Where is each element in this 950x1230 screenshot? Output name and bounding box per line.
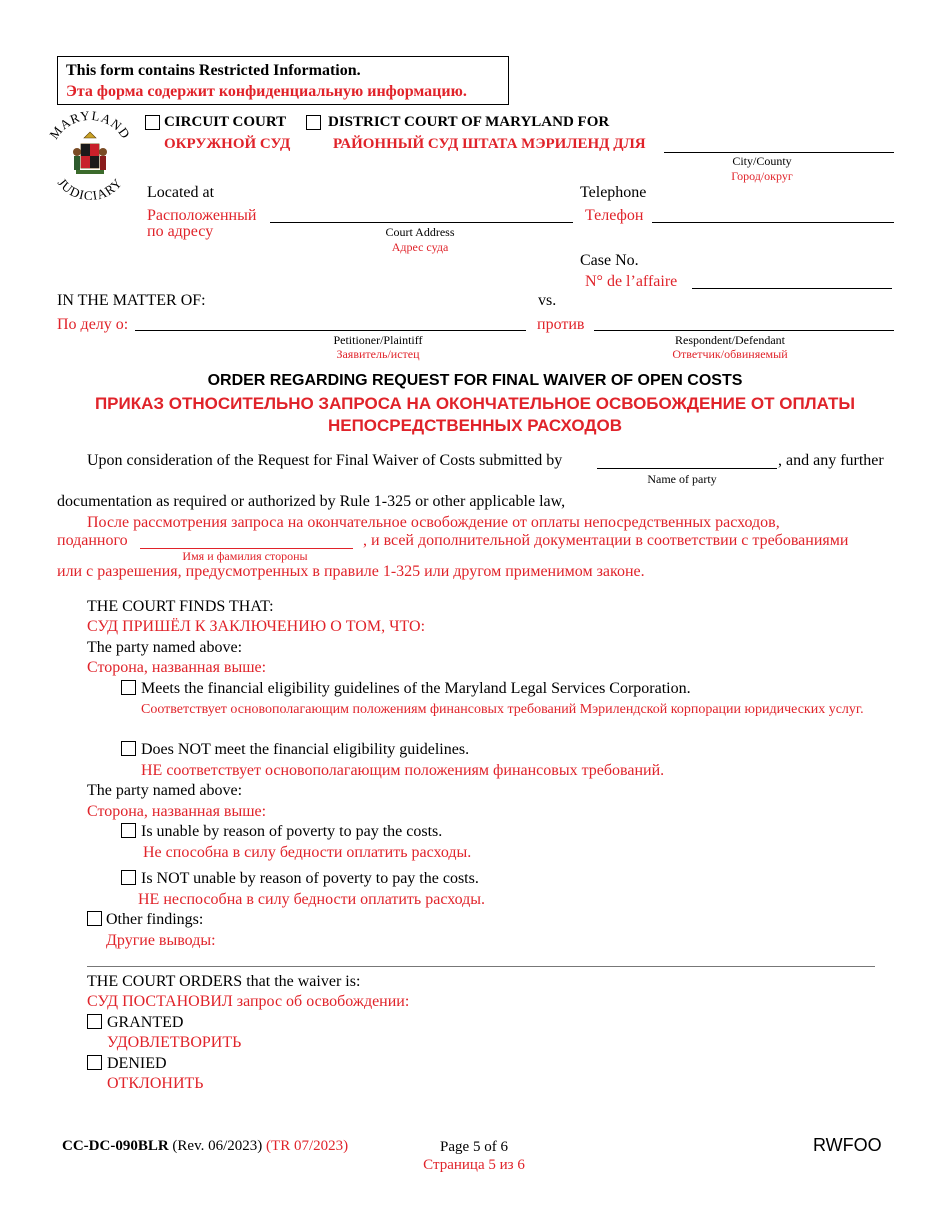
orders-heading-ru: СУД ПОСТАНОВИЛ запрос об освобождении: <box>87 993 410 1010</box>
party-name-input[interactable] <box>597 468 777 469</box>
circuit-court-label: CIRCUIT COURT <box>164 114 287 130</box>
form-revision: (Rev. 06/2023) <box>172 1138 263 1154</box>
form-id: CC-DC-090BLR <box>62 1138 169 1154</box>
unable-poverty-checkbox[interactable] <box>121 823 136 838</box>
intro-ru-line-3: или с разрешения, предусмотренных в правиле 1-325 или другом применимом законе. <box>57 563 645 580</box>
intro-line-1: Upon consideration of the Request for Final Waiver of Costs submitted by <box>87 452 563 469</box>
page-number: Page 5 of 6 <box>440 1139 508 1155</box>
form-code: RWFOO <box>813 1135 882 1155</box>
seal-top-text: MARYLAND <box>46 108 134 142</box>
unable-poverty-label-ru: Не способна в силу бедности оплатить расходы. <box>143 844 472 861</box>
other-findings-label: Other findings: <box>106 911 204 928</box>
granted-label: GRANTED <box>107 1014 184 1031</box>
located-at-label-ru: Расположенный <box>147 207 257 224</box>
page-title: ORDER REGARDING REQUEST FOR FINAL WAIVER OF OPEN COSTS <box>207 372 743 389</box>
denied-label: DENIED <box>107 1055 167 1072</box>
other-findings-checkbox[interactable] <box>87 911 102 926</box>
other-findings-label-ru: Другие выводы: <box>106 932 216 949</box>
case-no-label-ru: N° de l’affaire <box>585 273 678 290</box>
vs-label-ru: против <box>537 316 585 333</box>
case-no-input[interactable] <box>692 288 892 289</box>
court-address-caption-ru: Адрес суда <box>391 240 449 254</box>
telephone-label-ru: Телефон <box>585 207 644 224</box>
meets-guidelines-checkbox[interactable] <box>121 680 136 695</box>
form-id-line <box>62 1138 348 1155</box>
not-meet-guidelines-label: Does NOT meet the financial eligibility guidelines. <box>141 741 470 758</box>
party-named-above-2: The party named above: <box>87 782 243 799</box>
petitioner-caption-ru: Заявитель/истец <box>336 347 420 361</box>
city-county-caption: City/County <box>732 154 792 168</box>
meets-guidelines-label-ru: Соответствует основополагающим положениям финансовых требований Мэрилендской корпорации юридических услуг. <box>141 702 864 717</box>
petitioner-input[interactable] <box>135 330 526 331</box>
city-county-caption-ru: Город/округ <box>731 169 793 183</box>
vs-label: vs. <box>538 292 557 309</box>
intro-ru-line-2-end: , и всей дополнительной документации в соответствии с требованиями <box>363 532 849 549</box>
restricted-notice-ru: Эта форма содержит конфиденциальную информацию. <box>66 83 467 100</box>
intro-line-2: documentation as required or authorized by Rule 1-325 or other applicable law, <box>57 493 566 510</box>
circuit-court-checkbox[interactable] <box>145 115 160 130</box>
intro-ru-line-1: После рассмотрения запроса на окончательное освобождение от оплаты непосредственных расходов, <box>87 514 780 531</box>
located-at-label: Located at <box>147 184 215 201</box>
restricted-notice-box <box>57 56 509 105</box>
page-number-ru: Страница 5 из 6 <box>423 1157 525 1173</box>
meets-guidelines-label: Meets the financial eligibility guidelines of the Maryland Legal Services Corporation. <box>141 680 691 697</box>
form-translation-revision: (TR 07/2023) <box>266 1138 349 1154</box>
in-matter-label-ru: По делу о: <box>57 316 129 333</box>
circuit-court-label-ru: ОКРУЖНОЙ СУД <box>164 136 291 152</box>
denied-checkbox[interactable] <box>87 1055 102 1070</box>
not-meet-guidelines-checkbox[interactable] <box>121 741 136 756</box>
respondent-caption: Respondent/Defendant <box>675 333 785 347</box>
findings-heading: THE COURT FINDS THAT: <box>87 598 274 615</box>
not-meet-guidelines-label-ru: НЕ соответствует основополагающим положениям финансовых требований. <box>141 762 665 779</box>
page-title-ru-1: ПРИКАЗ ОТНОСИТЕЛЬНО ЗАПРОСА НА ОКОНЧАТЕЛЬНОЕ ОСВОБОЖДЕНИЕ ОТ ОПЛАТЫ <box>94 394 856 413</box>
court-address-caption: Court Address <box>385 225 455 239</box>
svg-text:JUDICIARY <box>55 175 126 203</box>
district-court-label: DISTRICT COURT OF MARYLAND FOR <box>328 114 610 130</box>
denied-label-ru: ОТКЛОНИТЬ <box>107 1075 204 1092</box>
name-of-party-caption: Name of party <box>647 472 717 486</box>
restricted-notice-en: This form contains Restricted Information. <box>66 62 361 79</box>
party-named-above-2-ru: Сторона, названная выше: <box>87 803 267 820</box>
maryland-judiciary-seal <box>40 108 140 208</box>
granted-label-ru: УДОВЛЕТВОРИТЬ <box>107 1034 242 1051</box>
findings-heading-ru: СУД ПРИШЁЛ К ЗАКЛЮЧЕНИЮ О ТОМ, ЧТО: <box>87 618 426 635</box>
other-findings-input[interactable] <box>87 966 875 967</box>
district-court-label-ru: РАЙОННЫЙ СУД ШТАТА МЭРИЛЕНД ДЛЯ <box>333 136 646 152</box>
in-matter-label: IN THE MATTER OF: <box>57 292 206 309</box>
intro-line-1-end: , and any further <box>778 452 884 469</box>
not-unable-poverty-checkbox[interactable] <box>121 870 136 885</box>
orders-heading: THE COURT ORDERS that the waiver is: <box>87 973 361 990</box>
case-no-label: Case No. <box>580 252 639 269</box>
petitioner-caption: Petitioner/Plaintiff <box>333 333 423 347</box>
city-county-input[interactable] <box>664 152 894 153</box>
seal-bottom-text: JUDICIARY <box>54 174 126 204</box>
not-unable-poverty-label: Is NOT unable by reason of poverty to pay the costs. <box>141 870 479 887</box>
party-named-above-1: The party named above: <box>87 639 243 656</box>
unable-poverty-label: Is unable by reason of poverty to pay the costs. <box>141 823 443 840</box>
name-of-party-caption-ru: Имя и фамилия стороны <box>182 549 308 563</box>
respondent-caption-ru: Ответчик/обвиняемый <box>672 347 788 361</box>
respondent-input[interactable] <box>594 330 894 331</box>
intro-ru-line-2-start: поданного <box>57 532 128 549</box>
located-at-label-ru-2: по адресу <box>147 223 214 240</box>
granted-checkbox[interactable] <box>87 1014 102 1029</box>
district-court-checkbox[interactable] <box>306 115 321 130</box>
court-address-input[interactable] <box>270 222 573 223</box>
party-named-above-1-ru: Сторона, названная выше: <box>87 659 267 676</box>
page-title-ru-2: НЕПОСРЕДСТВЕННЫХ РАСХОДОВ <box>327 416 623 435</box>
telephone-input[interactable] <box>652 222 894 223</box>
not-unable-poverty-label-ru: НЕ неспособна в силу бедности оплатить расходы. <box>138 891 486 908</box>
telephone-label: Telephone <box>580 184 647 201</box>
